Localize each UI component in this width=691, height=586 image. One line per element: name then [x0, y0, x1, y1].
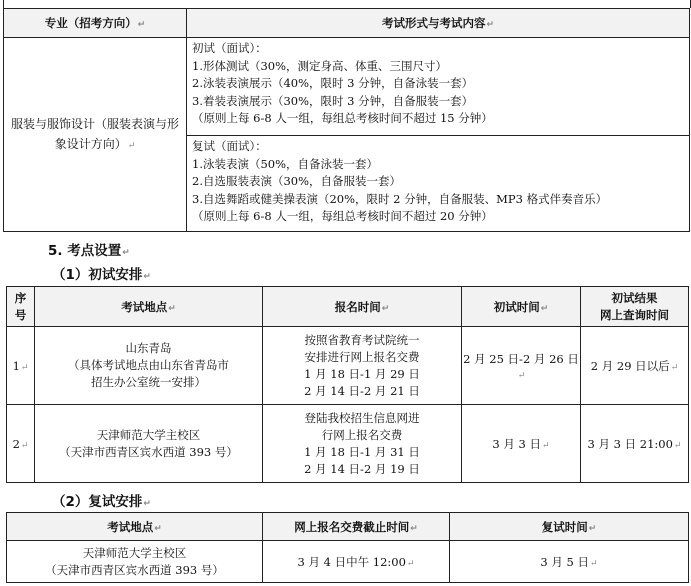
header-deadline: 网上报名交费截止时间↵ [263, 513, 450, 541]
table-row [7, 541, 689, 583]
initial-line: 初试（面试）： [192, 41, 267, 55]
row-number: 2↵ [7, 405, 35, 483]
retest-schedule-table [6, 512, 689, 583]
initial-line: 3.着装表演展示（30%，限时 3 分钟，自备服装一套） [192, 93, 474, 108]
section-heading: 5. 考点设置↵ [48, 243, 130, 259]
row-signup: 按照省教育考试院统一 安排进行网上报名交费 1 月 18 日-1 月 29 日 2 月 14 日-2 月 21 日 [263, 327, 462, 405]
table-top-edge [3, 0, 691, 8]
header-signup-time: 报名时间↵ [263, 287, 462, 327]
row-retest-time: 3 月 5 日↵ [450, 541, 689, 583]
major-cell: 服装与服饰设计（服装表演与形象设计方向）↵ [4, 38, 187, 232]
retest-line: 复试（面试）： [192, 139, 267, 153]
exam-content-table [3, 8, 690, 232]
header-retest-time: 复试时间↵ [450, 513, 689, 541]
table-header-row [4, 9, 690, 38]
initial-schedule-table [6, 286, 689, 483]
retest-line: 3.自选舞蹈或健美操表演（20%，限时 2 分钟，自备服装、MP3 格式伴奏音乐） [192, 191, 608, 206]
row-location: 天津师范大学主校区 （天津市西青区宾水西道 393 号） [7, 541, 263, 583]
header-result-time: 初试结果 网上查询时间 [581, 287, 689, 327]
retest-line: （原则上每 6-8 人一组，每组总考核时间不超过 20 分钟） [192, 209, 493, 223]
retest-line: 2.自选服装表演（30%，自备服装一套） [192, 174, 402, 188]
header-initial-time: 初试时间↵ [462, 287, 581, 327]
header-major: 专业（招考方向）↵ [4, 9, 187, 38]
row-result-time: 3 月 3 日 21:00↵ [581, 405, 689, 483]
header-number: 序 号 [7, 287, 35, 327]
initial-line: （原则上每 6-8 人一组，每组总考核时间不超过 15 分钟） [192, 111, 493, 125]
table-header-row [7, 287, 689, 327]
table-row-initial [4, 38, 690, 136]
retest-line: 1.泳装表演（50%，自备泳装一套） [192, 156, 379, 171]
row-deadline: 3 月 4 日中午 12:00↵ [263, 541, 450, 583]
initial-line: 2.泳装表演展示（40%，限时 3 分钟，自备泳装一套） [192, 76, 474, 90]
row-result-time: 2 月 29 日以后↵ [581, 327, 689, 405]
row-initial-time: 2 月 25 日-2 月 26 日↵ [462, 327, 581, 405]
subsection-heading-retest: （2）复试安排↵ [52, 494, 151, 510]
header-exam-content: 考试形式与考试内容↵ [187, 9, 690, 38]
initial-exam-cell [187, 38, 690, 136]
retest-exam-cell [187, 136, 690, 232]
row-signup: 登陆我校招生信息网进 行网上报名交费 1 月 18 日-1 月 31 日 2 月 14 日-2 月 19 日 [263, 405, 462, 483]
header-location: 考试地点↵ [35, 287, 263, 327]
row-number: 1↵ [7, 327, 35, 405]
initial-line: 1.形体测试（30%，测定身高、体重、三围尺寸） [192, 58, 448, 73]
table-header-row [7, 513, 689, 541]
row-location: 天津师范大学主校区 （天津市西青区宾水西道 393 号） [35, 405, 263, 483]
row-location: 山东青岛 （具体考试地点由山东省青岛市 招生办公室统一安排） [35, 327, 263, 405]
table-row [7, 327, 689, 405]
table-row [7, 405, 689, 483]
row-initial-time: 3 月 3 日↵ [462, 405, 581, 483]
header-location: 考试地点↵ [7, 513, 263, 541]
subsection-heading-initial: （1）初试安排↵ [52, 267, 151, 283]
